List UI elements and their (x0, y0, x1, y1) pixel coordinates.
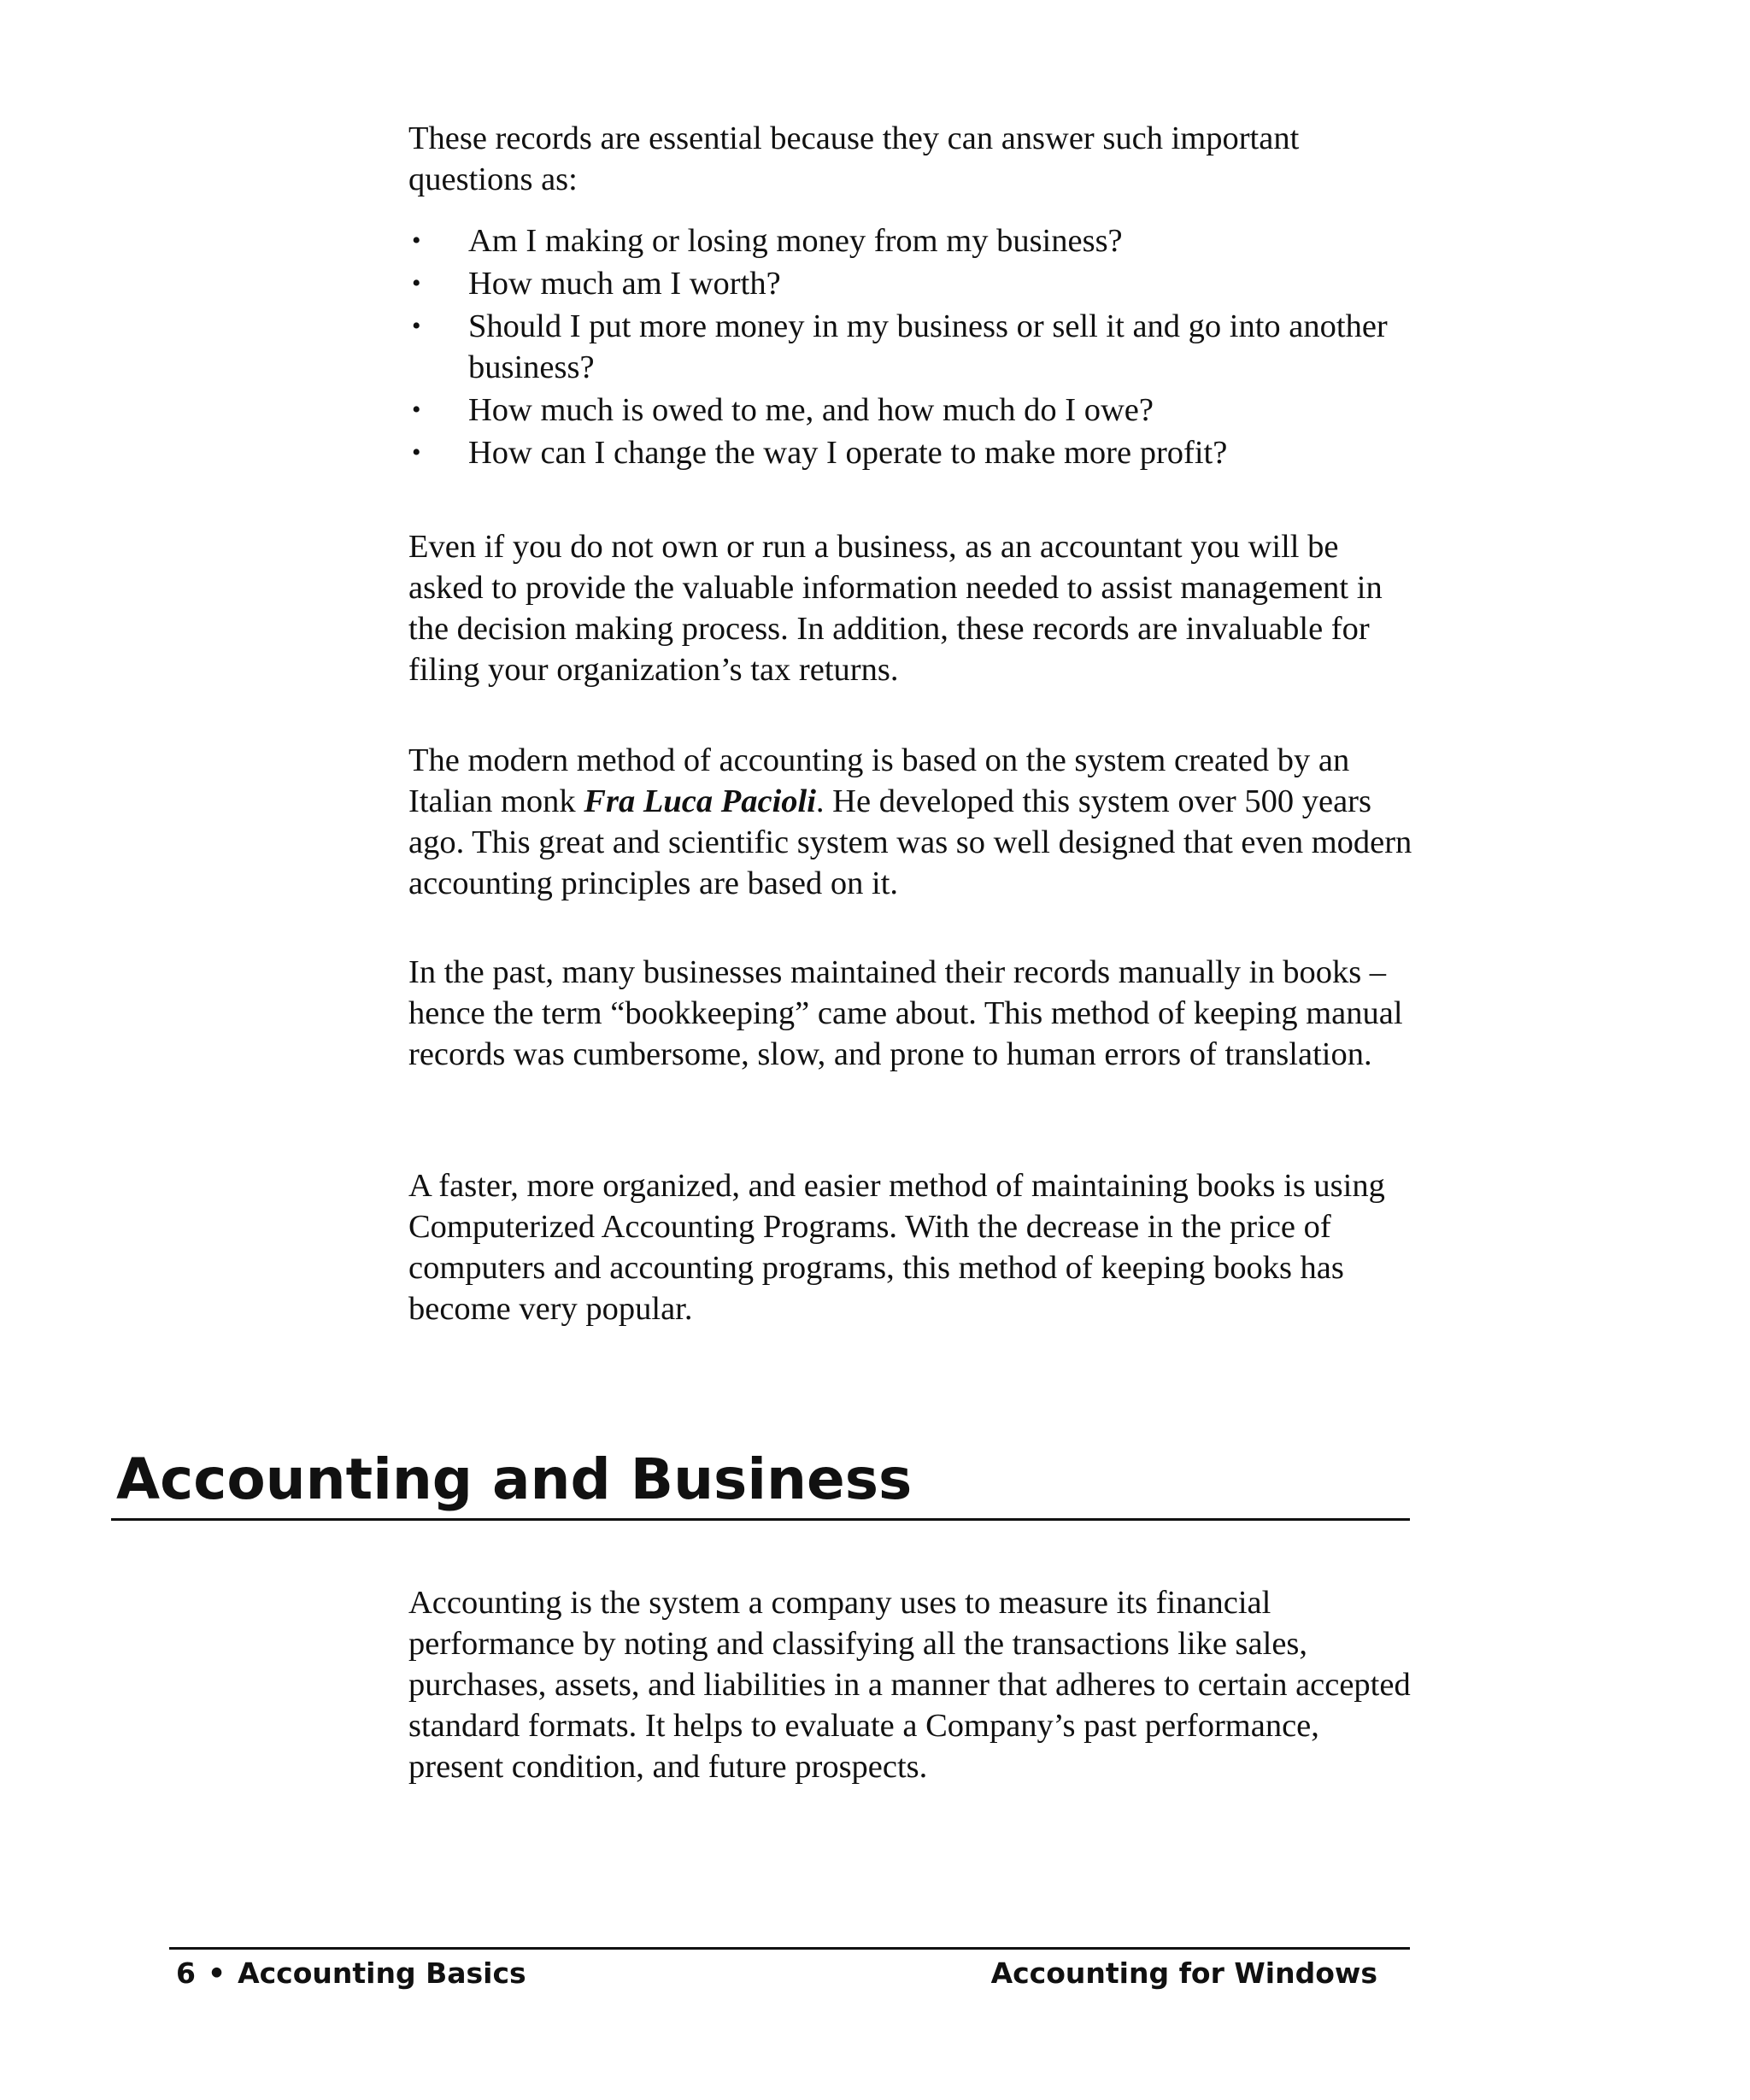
book-title: Accounting for Windows (990, 1956, 1377, 1990)
accountant-role-paragraph: Even if you do not own or run a business, as an accountant you will be asked to provide the valuable information needed to assist management in the decision making process. In addition, these records are invaluable for filing your organization’s tax returns. (408, 529, 1383, 688)
footer-left (176, 1955, 526, 1992)
intro-paragraph: These records are essential because they can answer such important questions as: (408, 120, 1300, 197)
page-number: 6 (176, 1956, 196, 1990)
history-text-end: . He developed this system over 500 years ago. This great and scientific system was so well designed that even modern accounting principles are based on it. (408, 783, 1412, 901)
list-item-text: How much am I worth? (468, 266, 781, 302)
computerized-paragraph: A faster, more organized, and easier method of maintaining books is using Computerized Accounting Programs. With the decrease in the price of computers and accounting programs, this method of keeping books has become very popular. (408, 1168, 1385, 1327)
list-item-text: How much is owed to me, and how much do I owe? (468, 392, 1154, 428)
bullet-icon: • (412, 396, 421, 424)
bullet-icon: • (412, 269, 421, 297)
list-item-text: Am I making or losing money from my business? (468, 223, 1123, 259)
question-list (408, 220, 1434, 475)
chapter-title: Accounting Basics (238, 1956, 526, 1990)
footer-separator: • (207, 1956, 226, 1990)
pacioli-term: Fra Luca Pacioli (584, 783, 816, 819)
bookkeeping-paragraph: In the past, many businesses maintained their records manually in books – hence the term “bookkeeping” came about. This method of keeping manual records was cumbersome, slow, and prone to human errors of translation. (408, 954, 1403, 1072)
history-paragraph (408, 740, 1417, 904)
bullet-icon: • (412, 226, 421, 255)
bullet-icon: • (412, 438, 421, 466)
list-item (408, 306, 1434, 388)
list-item-text: Should I put more money in my business or sell it and go into another business? (468, 308, 1388, 385)
heading-divider (111, 1518, 1410, 1521)
section-paragraph: Accounting is the system a company uses to measure its financial performance by noting and classifying all the transactions like sales, purchases, assets, and liabilities in a manner that adheres to certain accepted standard formats. It helps to evaluate a Company’s past performance, present condition, and future prospects. (408, 1585, 1411, 1785)
list-item (408, 263, 1434, 304)
history-text-start: The modern method of accounting is based on the system created by an Italian monk (408, 742, 1350, 819)
list-item (408, 390, 1434, 431)
list-item (408, 432, 1434, 473)
section-heading: Accounting and Business (116, 1446, 913, 1512)
list-item-text: How can I change the way I operate to make more profit? (468, 435, 1228, 471)
bullet-icon: • (412, 312, 421, 340)
list-item (408, 220, 1434, 261)
footer-divider (169, 1947, 1410, 1950)
